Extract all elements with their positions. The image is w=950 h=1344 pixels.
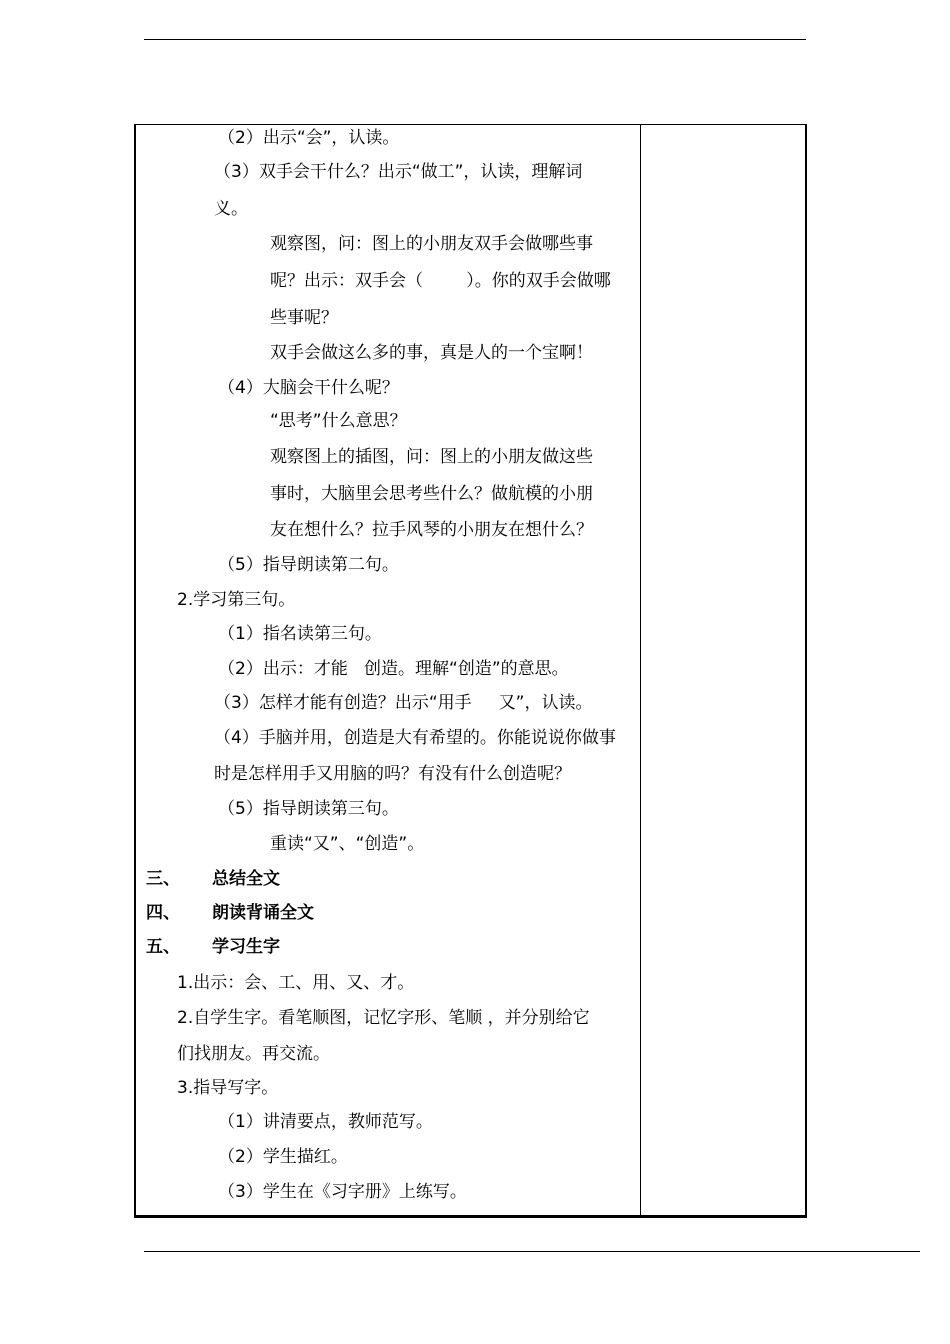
text-line: 友在想什么？拉手风琴的小朋友在想什么？ <box>270 520 593 540</box>
text-line: 义。 <box>214 199 248 219</box>
text-line: 双手会做这么多的事，真是人的一个宝啊！ <box>270 343 593 363</box>
text-line: 2.学习第三句。 <box>177 590 296 610</box>
text-line: 些事呢？ <box>270 308 338 328</box>
text-line: 事时，大脑里会思考些什么？做航模的小朋 <box>270 484 593 504</box>
text-line: 1.出示：会、工、用、又、才。 <box>177 973 415 993</box>
text-line: （3）学生在《习字册》上练写。 <box>218 1182 467 1202</box>
text-line: 观察图，问：图上的小朋友双手会做哪些事 <box>270 234 593 254</box>
table-column-divider <box>640 124 641 1217</box>
text-line: 重读“又”、“创造”。 <box>270 834 425 854</box>
text-line: （4）手脑并用，创造是大有希望的。你能说说你做事 <box>214 728 616 748</box>
text-line: 呢？出示：双手会（ ）。你的双手会做哪 <box>270 271 611 291</box>
text-line: （3）怎样才能有创造？出示“用手 又”，认读。 <box>214 693 593 713</box>
text-line: （5）指导朗读第二句。 <box>218 555 399 575</box>
text-line: （3）双手会干什么？出示“做工”，认读，理解词 <box>214 162 583 182</box>
text-line: （5）指导朗读第三句。 <box>218 799 399 819</box>
text-line: （2）出示“会”，认读。 <box>218 128 400 148</box>
section-title: 总结全文 <box>212 869 280 889</box>
header-rule <box>144 39 806 40</box>
section-title: 朗读背诵全文 <box>212 903 314 923</box>
text-line: 3.指导写字。 <box>177 1078 279 1098</box>
text-line: （2）出示：才能 创造。理解“创造”的意思。 <box>218 659 569 679</box>
footer-rule <box>144 1251 920 1252</box>
section-number: 三、 <box>146 869 180 889</box>
text-line: 时是怎样用手又用脑的吗？有没有什么创造呢？ <box>214 764 571 784</box>
text-line: （1）指名读第三句。 <box>218 624 382 644</box>
text-line: “思考”什么意思？ <box>270 411 407 431</box>
text-line: 观察图上的插图，问：图上的小朋友做这些 <box>270 447 593 467</box>
text-line: 2.自学生字。看笔顺图，记忆字形、笔顺 ，并分别给它 <box>177 1008 590 1028</box>
text-line: （2）学生描红。 <box>218 1147 348 1167</box>
text-line: （4）大脑会干什么呢？ <box>218 378 399 398</box>
section-number: 四、 <box>146 903 180 923</box>
section-number: 五、 <box>146 937 180 957</box>
text-line: 们找朋友。再交流。 <box>177 1044 330 1064</box>
text-line: （1）讲清要点，教师范写。 <box>218 1112 433 1132</box>
section-title: 学习生字 <box>212 937 280 957</box>
